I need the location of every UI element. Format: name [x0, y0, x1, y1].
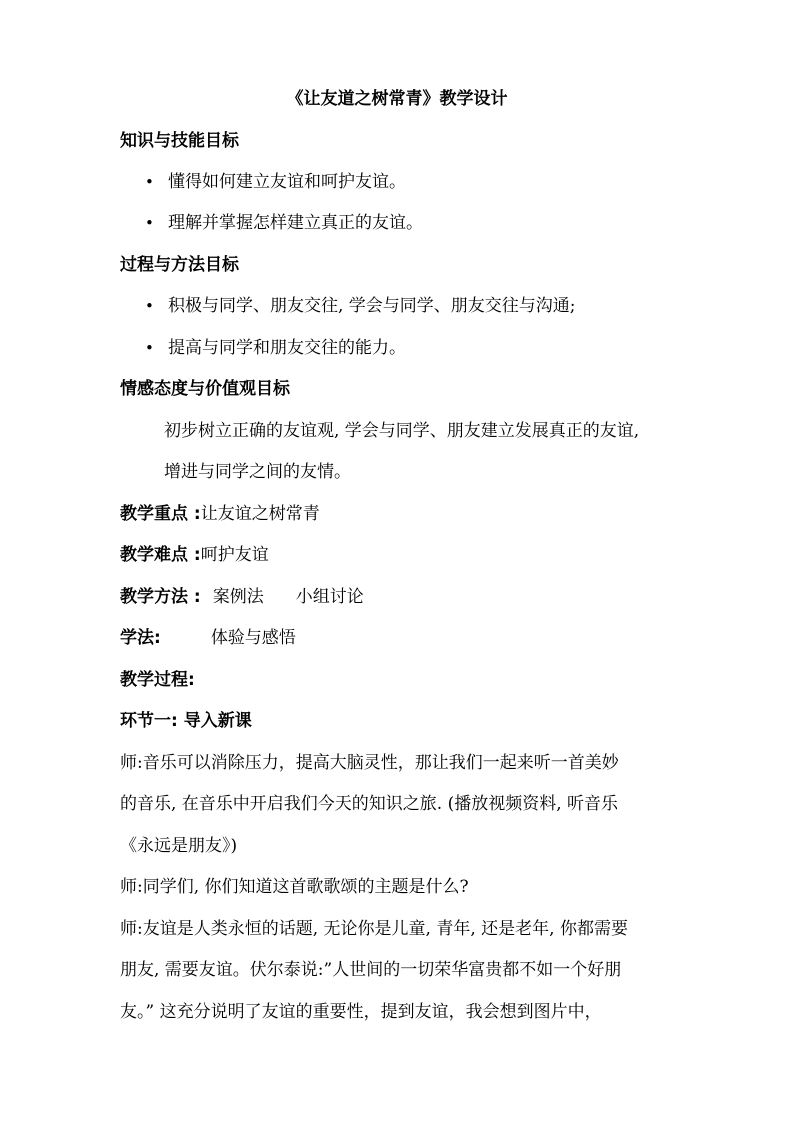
- method-value-2: 小组讨论: [295, 587, 364, 607]
- bullet-icon: •: [145, 339, 154, 357]
- study-label: 学法:: [120, 628, 161, 648]
- difficulty-label: 教学难点 :: [120, 545, 201, 565]
- study-value: 体验与感悟: [210, 628, 296, 648]
- key-point-row: [120, 503, 320, 525]
- paragraph-line-7: 友。” 这充分说明了友谊的重要性，提到友谊，我会想到图片中，: [120, 1002, 602, 1022]
- key-point-value: 让友谊之树常青: [200, 504, 320, 524]
- paragraph-line-3: 《永远是朋友》): [120, 836, 238, 856]
- document-title: 《让友道之树常青》教学设计: [286, 89, 508, 109]
- bullet-icon: •: [145, 173, 154, 191]
- heading-emotion-goals: 情感态度与价值观目标: [120, 379, 290, 399]
- method-row: [120, 586, 364, 608]
- difficulty-value: 呵护友谊: [200, 545, 269, 565]
- paragraph-line-6: 朋友, 需要友谊。伏尔泰说:”人世间的一切荣华富贵都不如一个好朋: [120, 960, 622, 980]
- process-label: 教学过程:: [120, 670, 195, 690]
- study-row: [120, 627, 296, 649]
- process-bullet-1: 积极与同学、朋友交往, 学会与同学、朋友交往与沟通;: [168, 296, 576, 316]
- process-bullet-2: 提高与同学和朋友交往的能力。: [168, 338, 406, 358]
- paragraph-line-4: 师:同学们, 你们知道这首歌歌颂的主题是什么?: [120, 877, 469, 897]
- paragraph-line-2: 的音乐, 在音乐中开启我们今天的知识之旅. (播放视频资料, 听音乐: [120, 794, 619, 814]
- paragraph-line-1: 师:音乐可以消除压力，提高大脑灵性，那让我们一起来听一首美妙: [120, 753, 619, 773]
- bullet-icon: •: [145, 297, 154, 315]
- heading-process-goals: 过程与方法目标: [120, 255, 239, 275]
- step1-heading: 环节一: 导入新课: [120, 711, 252, 731]
- emotion-line-1: 初步树立正确的友谊观, 学会与同学、朋友建立发展真正的友谊,: [164, 421, 640, 441]
- key-point-label: 教学重点 :: [120, 504, 201, 524]
- method-label: 教学方法 :: [120, 587, 201, 607]
- paragraph-line-5: 师:友谊是人类永恒的话题, 无论你是儿童, 青年, 还是老年, 你都需要: [120, 919, 628, 939]
- bullet-icon: •: [145, 214, 154, 232]
- heading-knowledge-goals: 知识与技能目标: [120, 131, 239, 151]
- knowledge-bullet-1: 懂得如何建立友谊和呵护友谊。: [168, 172, 406, 192]
- emotion-line-2: 增进与同学之间的友情。: [164, 462, 351, 482]
- knowledge-bullet-2: 理解并掌握怎样建立真正的友谊。: [168, 213, 423, 233]
- method-value-1: 案例法: [212, 587, 264, 607]
- difficulty-row: [120, 544, 269, 566]
